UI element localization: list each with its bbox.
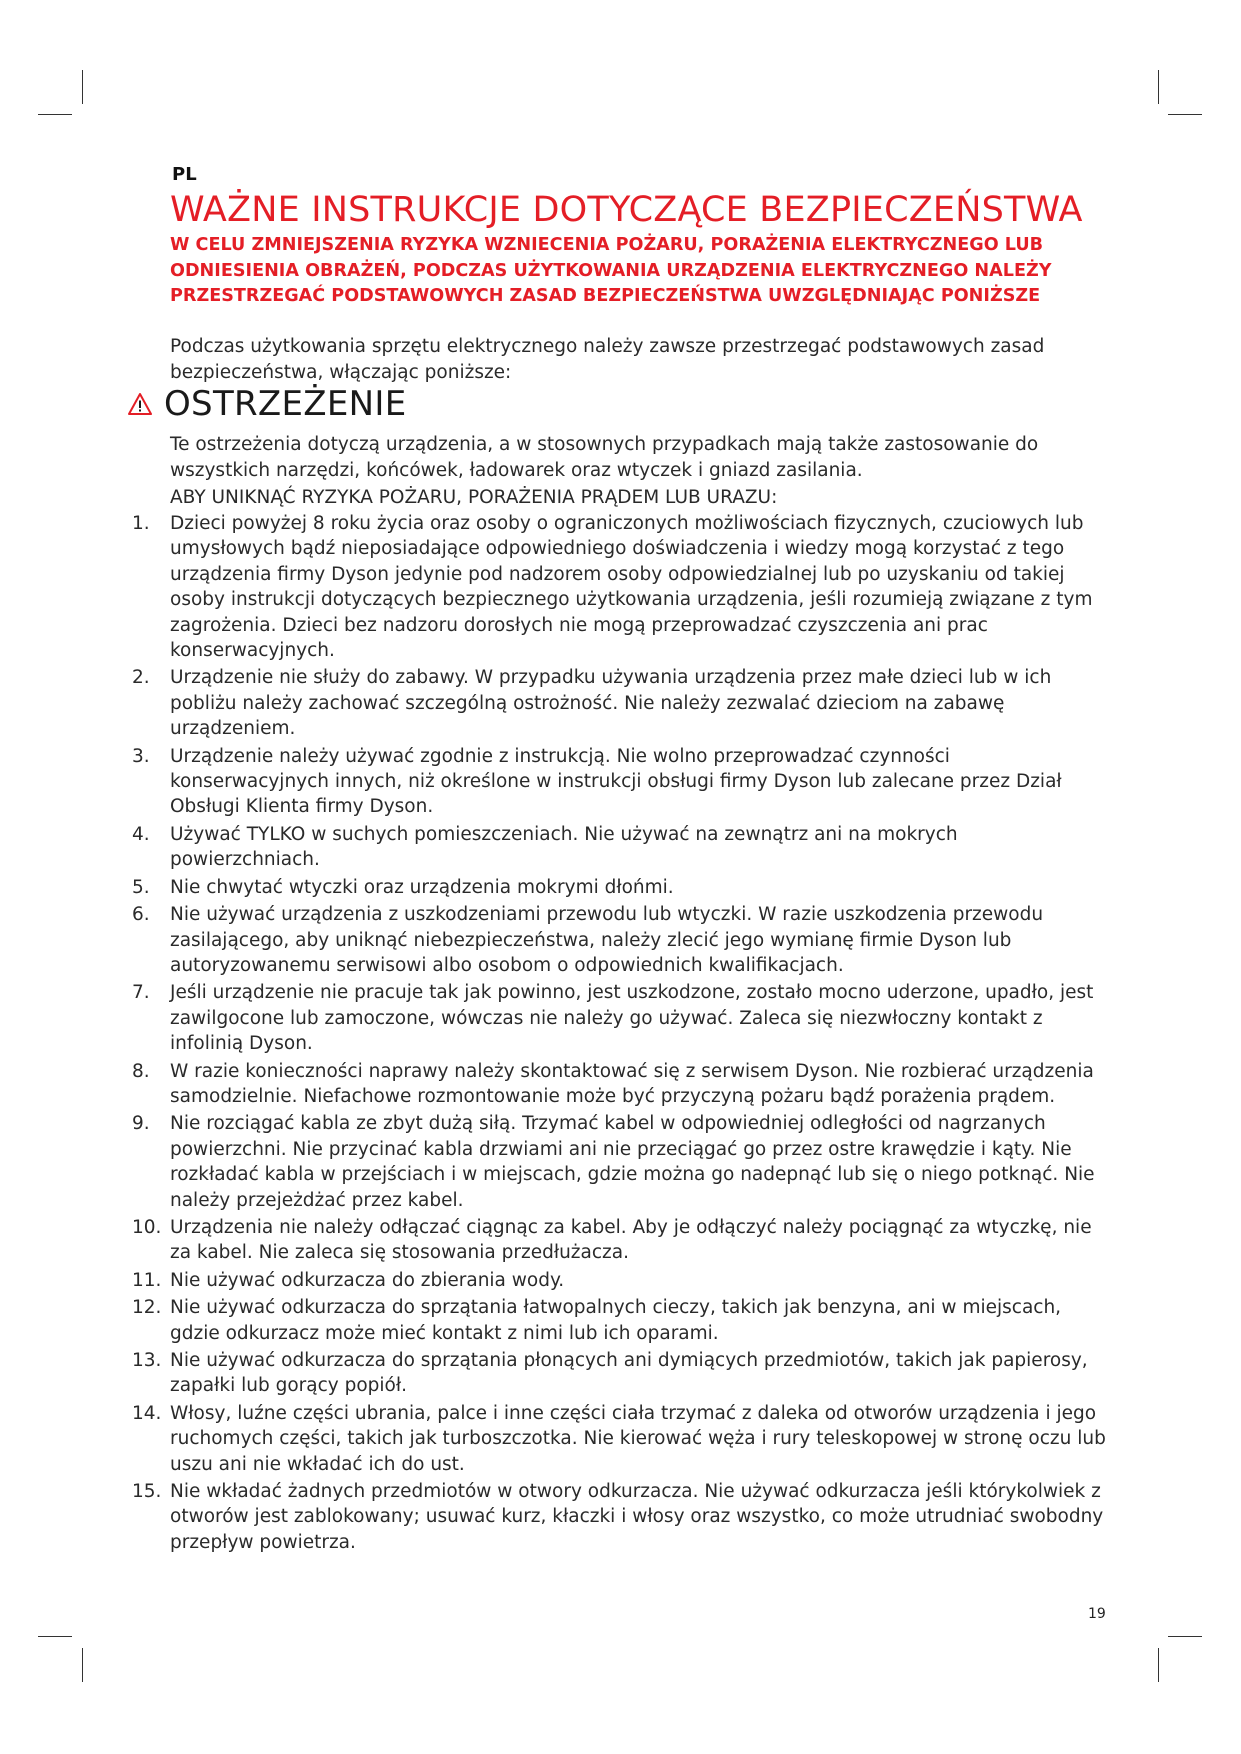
crop-mark: [1158, 70, 1159, 104]
list-item: [132, 1059, 1112, 1110]
warning-heading: [128, 382, 407, 426]
list-item: [132, 744, 1112, 820]
list-item-text: Nie wkładać żadnych przedmiotów w otwory odkurzacza. Nie używać odkurzacza jeśli którykolwiek z otworów jest zablokowany; usuwać kurz, kłaczki i włosy oraz wszystko, co może utrudniać swobodny przepływ powietrza.: [170, 1481, 1104, 1553]
list-item-text: Urządzenie należy używać zgodnie z instrukcją. Nie wolno przeprowadzać czynności konserwacyjnych innych, niż określone w instrukcji obsługi firmy Dyson lub zalecane przez Dział Obsługi Klienta firmy Dyson.: [170, 745, 1062, 818]
list-item-text: Dzieci powyżej 8 roku życia oraz osoby o ograniczonych możliwościach fizycznych, czuciowych lub umysłowych bądź nieposiadające odpowiedniego doświadczenia i wiedzy mogą korzystać z tego urządzenia firmy Dyson jedynie pod nadzorem osoby odpowiedzialnej lub po uzyskaniu od takiej osoby instrukcji dotyczących bezpiecznego użytkowania urządzenia, jeśli rozumieją związane z tym zagrożenia. Dzieci bez nadzoru dorosłych nie mogą przeprowadzać czyszczenia ani prac konserwacyjnych.: [170, 513, 1093, 662]
page-number: 19: [1088, 1606, 1106, 1622]
list-item-number: 14.: [132, 1402, 162, 1424]
list-item: [132, 1401, 1112, 1477]
list-item-number: 4.: [132, 823, 150, 845]
list-item: [132, 980, 1112, 1056]
list-item-number: 15.: [132, 1481, 162, 1503]
page-subtitle: W CELU ZMNIEJSZENIA RYZYKA WZNIECENIA POŻARU, PORAŻENIA ELEKTRYCZNEGO LUB ODNIESIENIA OBRAŻEŃ, PODCZAS UŻYTKOWANIA URZĄDZENIA ELEKTRYCZNEGO NALEŻY PRZESTRZEGAĆ PODSTAWOWYCH ZASAD BEZPIECZEŃSTWA UWZGLĘDNIAJĄC PONIŻSZE: [170, 235, 1052, 306]
list-item-number: 13.: [132, 1350, 162, 1371]
list-item-number: 1.: [132, 513, 150, 534]
list-item-number: 12.: [132, 1297, 162, 1319]
list-item: [132, 665, 1112, 741]
list-item-text: Urządzenie nie służy do zabawy. W przypadku używania urządzenia przez małe dzieci lub w ich pobliżu należy zachować szczególną ostrożność. Nie należy zezwalać dzieciom na zabawę urządzeniem.: [170, 667, 1052, 740]
list-item-number: 8.: [132, 1060, 150, 1082]
list-item-number: 6.: [132, 904, 150, 926]
list-item-number: 7.: [132, 982, 150, 1004]
warning-triangle-icon: [128, 392, 152, 416]
list-item-text: Używać TYLKO w suchych pomieszczeniach. Nie używać na zewnątrz ani na mokrych powierzchniach.: [170, 823, 958, 871]
list-item: [132, 1268, 1112, 1293]
crop-mark: [1168, 114, 1202, 115]
list-item-text: Nie chwytać wtyczki oraz urządzenia mokrymi dłońmi.: [170, 876, 674, 898]
list-item: [132, 822, 1112, 873]
list-item-text: Jeśli urządzenie nie pracuje tak jak powinno, jest uszkodzone, zostało mocno uderzone, upadło, jest zawilgocone lub zamoczone, wówczas nie należy go używać. Zaleca się niezwłoczny kontakt z infolinią Dyson.: [170, 982, 1094, 1055]
list-item-number: 5.: [132, 876, 150, 898]
crop-mark: [38, 114, 72, 115]
crop-mark: [1158, 1648, 1159, 1682]
list-item-text: Nie używać urządzenia z uszkodzeniami przewodu lub wtyczki. W razie uszkodzenia przewodu zasilającego, aby uniknąć niebezpieczeństwa, należy zlecić jego wymianę firmie Dyson lub autoryzowanemu serwisowi albo osobom o odpowiednich kwalifikacjach.: [170, 904, 1044, 976]
list-item-number: 3.: [132, 745, 150, 767]
list-item-text: W razie konieczności naprawy należy skontaktować się z serwisem Dyson. Nie rozbierać urządzenia samodzielnie. Niefachowe rozmontowanie może być przyczyną pożaru bądź porażenia prądem.: [170, 1060, 1094, 1107]
warning-description: Te ostrzeżenia dotyczą urządzenia, a w stosownych przypadkach mają także zastosowanie do wszystkich narzędzi, końcówek, ładowarek oraz wtyczek i gniazd zasilania.: [170, 434, 1039, 481]
crop-mark: [38, 1636, 72, 1637]
list-item-text: Włosy, luźne części ubrania, palce i inne części ciała trzymać z daleka od otworów urządzenia i jego ruchomych części, takich jak turboszczotka. Nie kierować węża i rury teleskopowej w stronę oczu lub uszu ani nie wkładać ich do ust.: [170, 1402, 1106, 1475]
safety-instructions-list: [132, 511, 1112, 1557]
list-item-text: Nie używać odkurzacza do sprzątania płonących ani dymiących przedmiotów, takich jak papierosy, zapałki lub gorący popiół.: [170, 1350, 1088, 1397]
list-item-number: 9.: [132, 1113, 150, 1135]
list-item-text: Nie używać odkurzacza do zbierania wody.: [170, 1269, 565, 1291]
crop-mark: [82, 1648, 83, 1682]
warning-avoid-heading: ABY UNIKNĄĆ RYZYKA POŻARU, PORAŻENIA PRĄDEM LUB URAZU:: [170, 487, 778, 508]
list-item: [132, 1111, 1112, 1213]
warning-title: OSTRZEŻENIE: [164, 384, 407, 424]
list-item-text: Nie rozciągać kabla ze zbyt dużą siłą. Trzymać kabel w odpowiedniej odległości od nagrzanych powierzchni. Nie przycinać kabla drzwiami ani nie przeciągać go przez ostre krawędzie i kąty. Nie rozkładać kabla w przejściach i w miejscach, gdzie można go nadepnąć lub się o niego potknąć. Nie należy przejeżdżać przez kabel.: [170, 1113, 1095, 1211]
crop-mark: [1168, 1636, 1202, 1637]
list-item: [132, 1348, 1112, 1399]
list-item-number: 10.: [132, 1216, 162, 1238]
list-item: [132, 511, 1112, 663]
list-item: [132, 1479, 1112, 1555]
list-item-number: 11.: [132, 1269, 162, 1291]
list-item-text: Nie używać odkurzacza do sprzątania łatwopalnych cieczy, takich jak benzyna, ani w miejscach, gdzie odkurzacz może mieć kontakt z nimi lub ich oparami.: [170, 1297, 1062, 1344]
list-item: [132, 1215, 1112, 1266]
list-item: [132, 875, 1112, 900]
list-item: [132, 1295, 1112, 1346]
intro-paragraph: Podczas użytkowania sprzętu elektrycznego należy zawsze przestrzegać podstawowych zasad bezpieczeństwa, włączając poniższe:: [170, 336, 1045, 383]
page-title: WAŻNE INSTRUKCJE DOTYCZĄCE BEZPIECZEŃSTWA: [170, 190, 1083, 230]
list-item-text: Urządzenia nie należy odłączać ciągnąc za kabel. Aby je odłączyć należy pociągnąć za wtyczkę, nie za kabel. Nie zaleca się stosowania przedłużacza.: [170, 1216, 1092, 1264]
list-item: [132, 902, 1112, 978]
list-item-number: 2.: [132, 667, 150, 689]
language-code: PL: [172, 164, 197, 185]
crop-mark: [82, 70, 83, 104]
